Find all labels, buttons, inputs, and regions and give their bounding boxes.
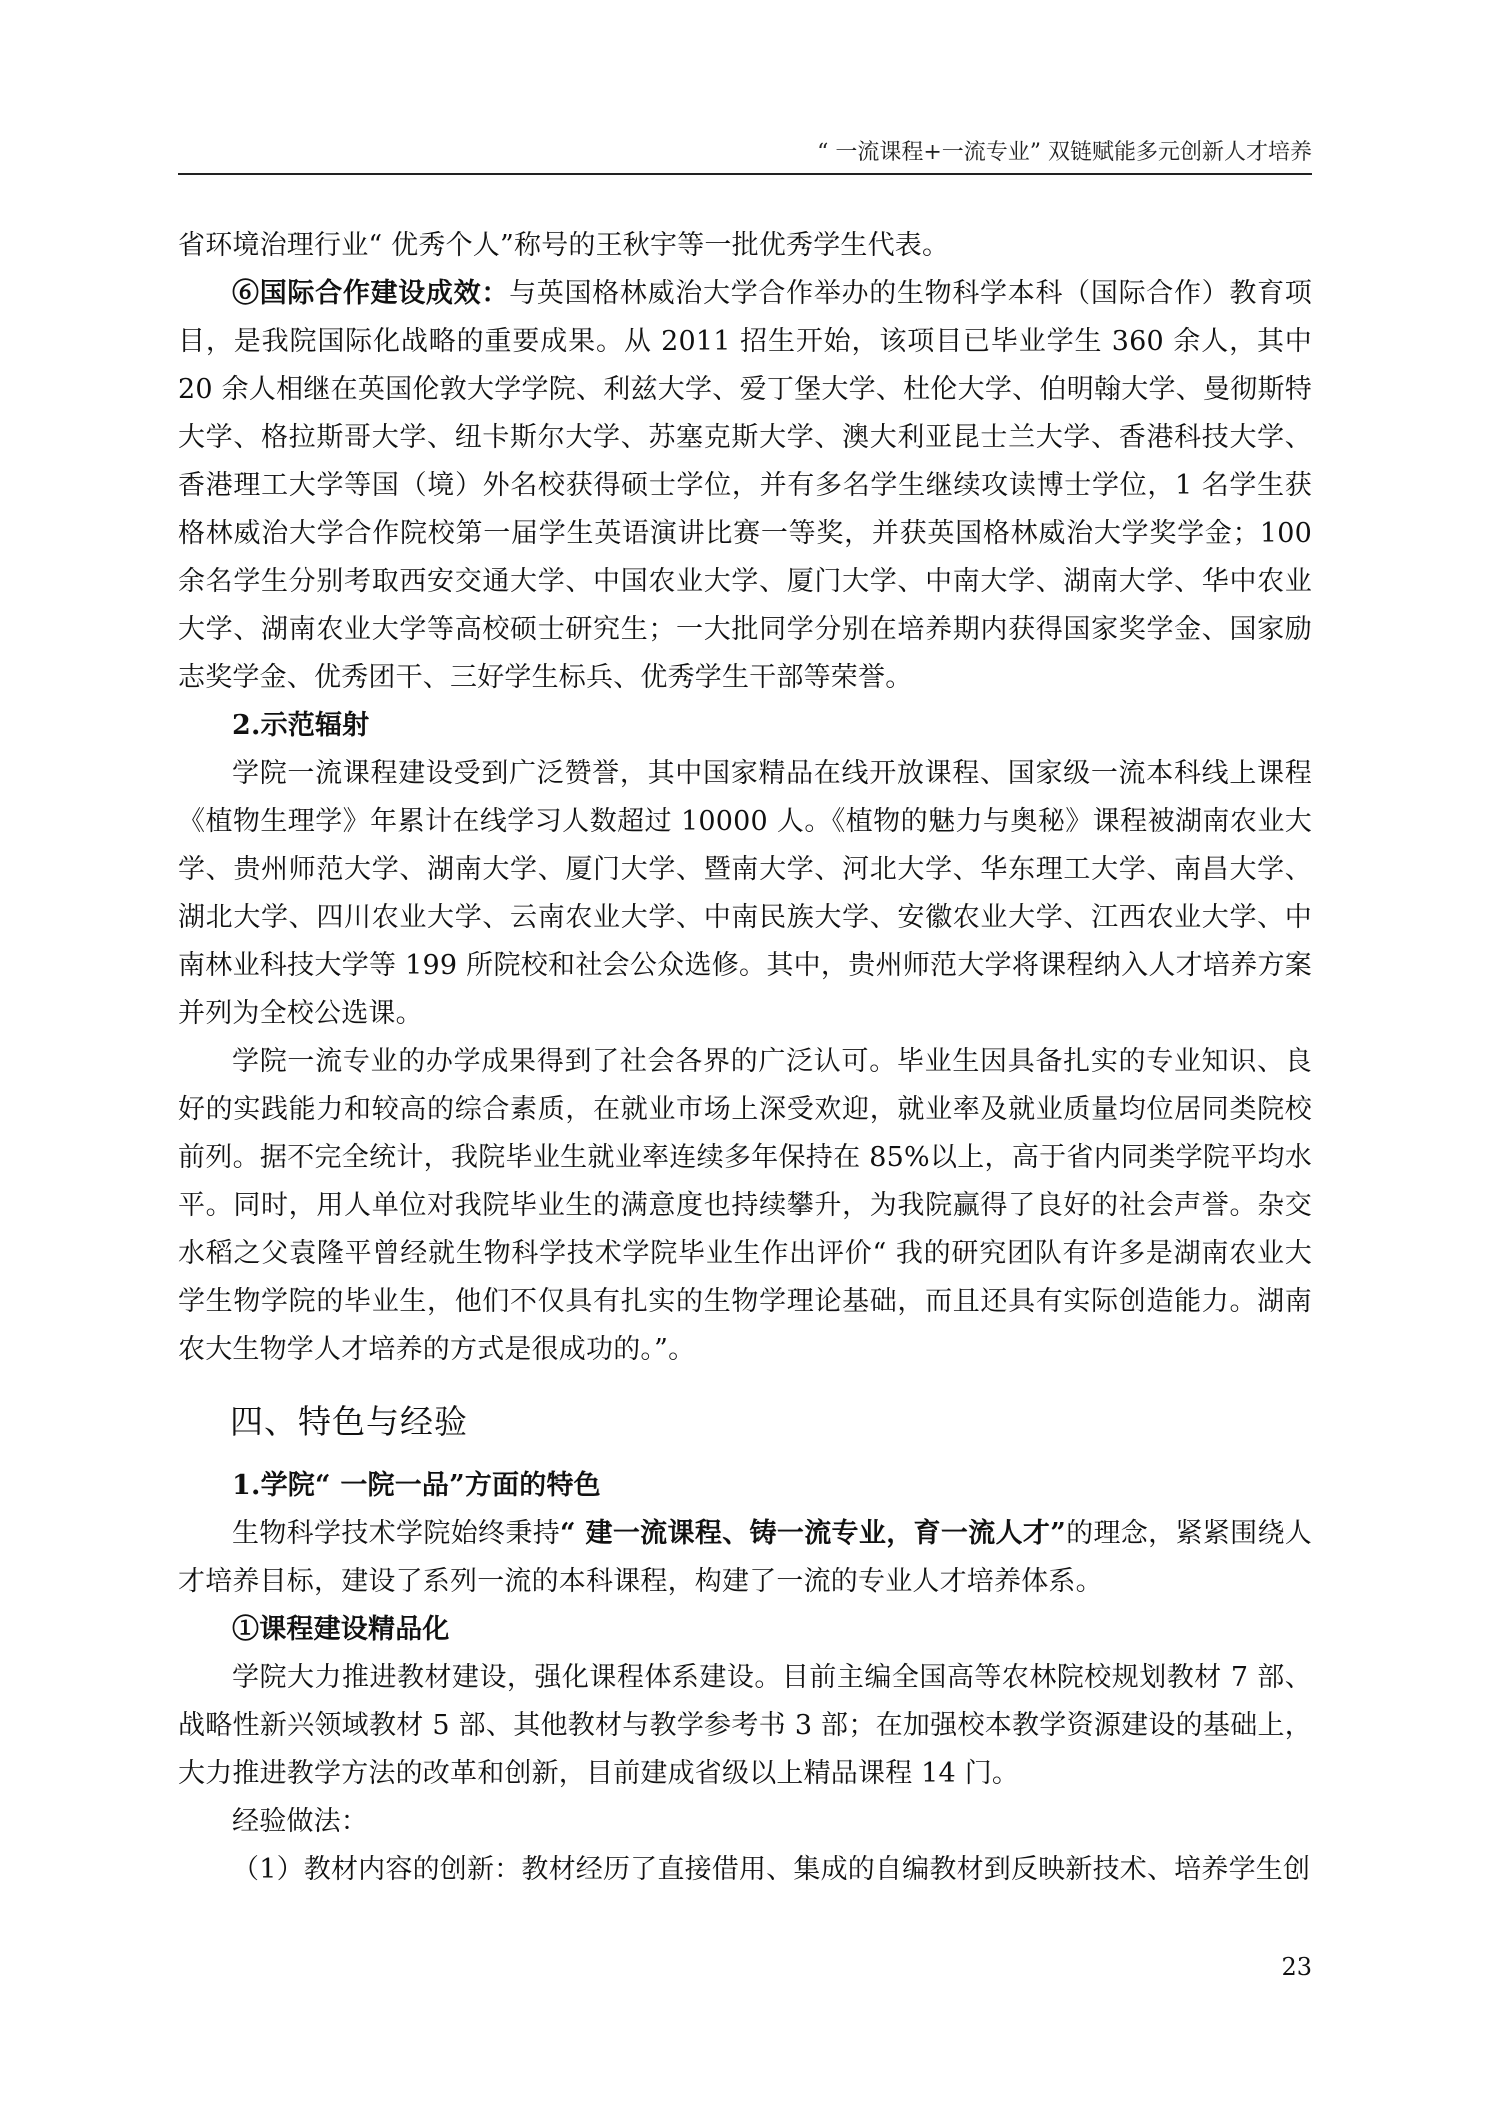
header-rule [178,173,1312,175]
page-number: 23 [1281,1953,1312,1981]
paragraph-philosophy [178,1510,1312,1606]
paragraph-continuation: 省环境治理行业“ 优秀个人”称号的王秋宇等一批优秀学生代表。 [178,230,950,261]
paragraph-textbook-innovation: （1）教材内容的创新：教材经历了直接借用、集成的自编教材到反映新技术、培养学生创 [232,1854,1311,1885]
subheading-course-quality: ①课程建设精品化 [232,1614,450,1645]
paragraph-major-achievements: 学院一流专业的办学成果得到了社会各界的广泛认可。毕业生因具备扎实的专业知识、良好的实践能力和较高的综合素质，在就业市场上深受欢迎，就业率及就业质量均位居同类院校前列。据不完全统计，我院毕业生就业率连续多年保持在 85%以上，高于省内同类学院平均水平。同时，用人单位对我院毕业生的满意度也持续攀升，为我院赢得了良好的社会声誉。杂交水稻之父袁隆平曾经就生物科学技术学院毕业生作出评价“ 我的研究团队有许多是湖南农业大学生物学院的毕业生，他们不仅具有扎实的生物学理论基础，而且还具有实际创造能力。湖南农大生物学人才培养的方式是很成功的。”。 [178,1046,1312,1365]
paragraph-text: 的理念，紧紧围绕人才培养目标，建设了系列一流的本科课程，构建了一流的专业人才培养体系。 [178,1518,1312,1597]
paragraph-experience-label: 经验做法： [232,1806,368,1837]
paragraph-international-cooperation [178,270,1312,702]
paragraph-text: 与英国格林威治大学合作举办的生物科学本科（国际合作）教育项目，是我院国际化战略的重要成果。从 2011 招生开始，该项目已毕业学生 360 余人，其中 20 余人相继在英国伦敦大学学院、利兹大学、爱丁堡大学、杜伦大学、伯明翰大学、曼彻斯特大学、格拉斯哥大学、纽卡斯尔大学、苏塞克斯大学、澳大利亚昆士兰大学、香港科技大学、香港理工大学等国（境）外名校获得硕士学位，并有多名学生继续攻读博士学位，1 名学生获格林威治大学合作院校第一届学生英语演讲比赛一等奖，并获英国格林威治大学奖学金；100 余名学生分别考取西安交通大学、中国农业大学、厦门大学、中南大学、湖南大学、华中农业大学、湖南农业大学等高校硕士研究生；一大批同学分别在培养期内获得国家奖学金、国家励志奖学金、优秀团干、三好学生标兵、优秀学生干部等荣誉。 [178,278,1312,693]
paragraph-lead-bold: ⑥国际合作建设成效： [232,278,510,309]
paragraph-motto-bold: “ 建一流课程、铸一流专业，育一流人才” [560,1518,1066,1549]
paragraph-text: 生物科学技术学院始终秉持 [232,1518,561,1549]
paragraph-textbook-construction: 学院大力推进教材建设，强化课程体系建设。目前主编全国高等农林院校规划教材 7 部、战略性新兴领域教材 5 部、其他教材与教学参考书 3 部；在加强校本教学资源建设的基础上，大力推进教学方法的改革和创新，目前建成省级以上精品课程 14 门。 [178,1662,1312,1789]
document-body [178,222,1312,1894]
subheading-demonstration: 2.示范辐射 [232,710,370,741]
running-header: “ 一流课程+一流专业” 双链赋能多元创新人才培养 [817,140,1312,165]
section-heading-features: 四、特色与经验 [230,1402,468,1441]
paragraph-course-praise: 学院一流课程建设受到广泛赞誉，其中国家精品在线开放课程、国家级一流本科线上课程《植物生理学》年累计在线学习人数超过 10000 人。《植物的魅力与奥秘》课程被湖南农业大学、贵州师范大学、湖南大学、厦门大学、暨南大学、河北大学、华东理工大学、南昌大学、湖北大学、四川农业大学、云南农业大学、中南民族大学、安徽农业大学、江西农业大学、中南林业科技大学等 199 所院校和社会公众选修。其中，贵州师范大学将课程纳入人才培养方案并列为全校公选课。 [178,758,1312,1029]
subheading-college-features: 1.学院“ 一院一品”方面的特色 [232,1470,601,1501]
